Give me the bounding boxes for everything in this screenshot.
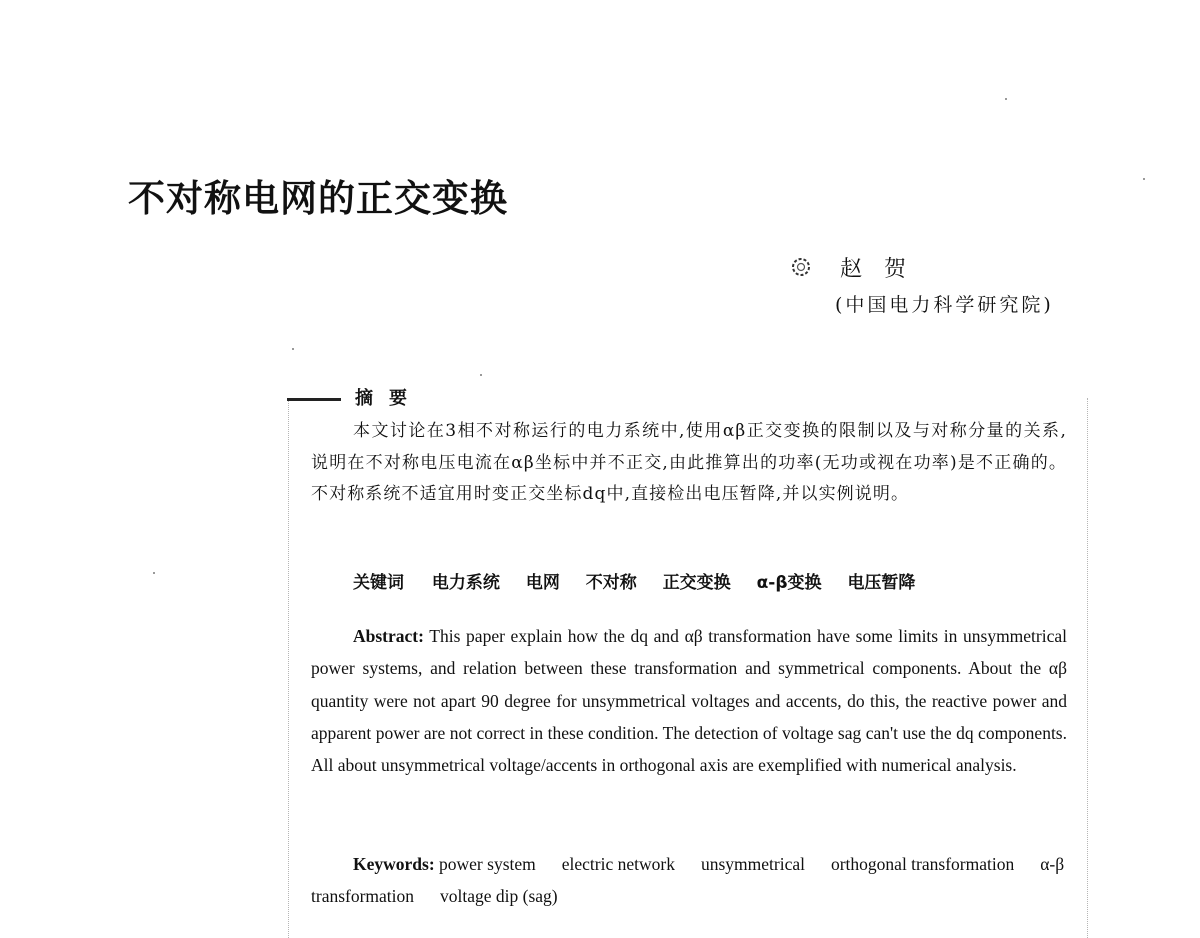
heading-rule — [287, 398, 341, 401]
scan-speck — [153, 572, 155, 574]
english-abstract-label: Abstract: — [353, 626, 424, 646]
keyword-term: α-β transformation — [311, 854, 1065, 906]
scan-speck — [1143, 178, 1145, 180]
keyword-term: 正交变换 — [662, 573, 731, 593]
chinese-keywords — [353, 568, 935, 593]
author-name: 赵贺 — [840, 257, 929, 282]
english-keywords-label: Keywords: — [353, 854, 435, 874]
keyword-term: orthogonal transformation — [830, 854, 1015, 874]
scan-speck — [1005, 98, 1007, 100]
keyword-term: 不对称 — [585, 573, 637, 593]
scan-speck — [480, 374, 482, 376]
author-mark-icon — [790, 256, 812, 278]
keyword-term: unsymmetrical — [700, 854, 805, 874]
paper-title: 不对称电网的正交变换 — [128, 176, 508, 220]
chinese-keywords-label: 关键词 — [353, 573, 404, 593]
abstract-heading: 摘要 — [355, 388, 423, 409]
scan-speck — [292, 348, 294, 350]
keyword-term: 电力系统 — [431, 573, 500, 593]
keyword-term: electric network — [561, 854, 675, 874]
chinese-abstract: 本文讨论在3相不对称运行的电力系统中,使用αβ正交变换的限制以及与对称分量的关系,说明在不对称电压电流在αβ坐标中并不正交,由此推算出的功率(无功或视在功率)是不正确的。不对称系统不适宜用时变正交坐标dq中,直接检出电压暂降,并以实例说明。 — [311, 421, 1067, 504]
keyword-term: power system — [439, 854, 536, 874]
english-keywords — [311, 848, 1067, 912]
abstract-box — [288, 388, 1088, 938]
keyword-term: α-β变换 — [756, 573, 822, 593]
keyword-term: 电压暂降 — [847, 573, 916, 593]
keyword-term: 电网 — [525, 573, 560, 593]
english-abstract — [311, 620, 1067, 781]
author-affiliation: (中国电力科学研究院) — [835, 294, 1054, 316]
english-abstract-text: This paper explain how the dq and αβ transformation have some limits in unsymmetrical power systems, and relation between these transformation and symmetrical components. About the αβ quantity were not apart 90 degree for unsymmetrical voltages and accents, do this, the reactive power and apparent power are not correct in these condition. The detection of voltage sag can't use the dq components. All about unsymmetrical voltage/accents in orthogonal axis are exemplified with numerical analysis. — [311, 626, 1068, 776]
keyword-term: voltage dip (sag) — [440, 886, 558, 906]
